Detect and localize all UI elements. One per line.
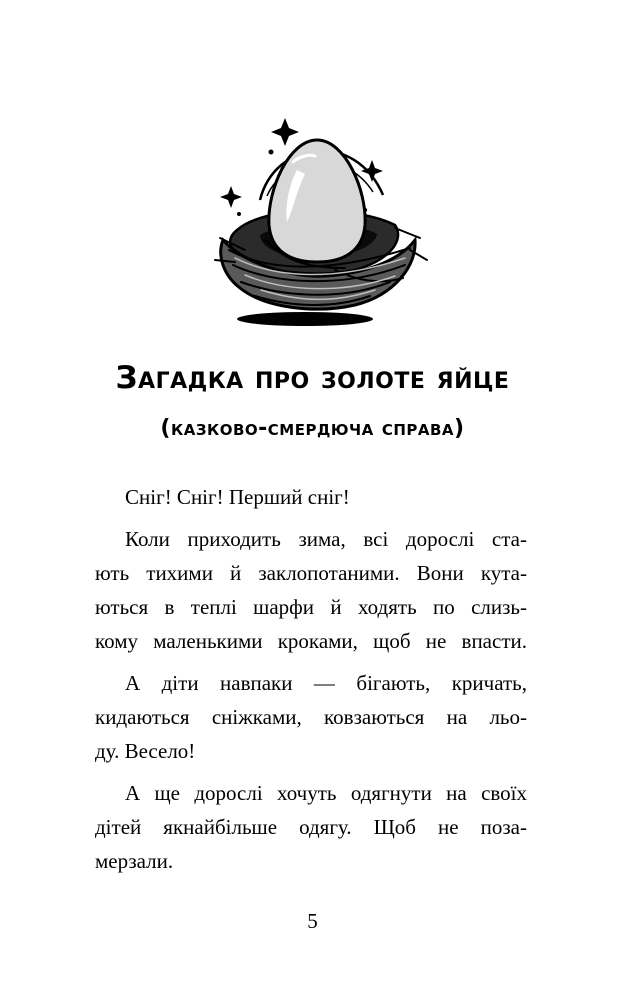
text-line: А діти навпаки — бігають, кричать,	[125, 671, 527, 695]
shadow-ellipse	[237, 312, 373, 326]
body-text	[95, 480, 527, 886]
chapter-subtitle: (казково-смердюча справа)	[160, 416, 465, 441]
text-line: мерзали.	[95, 849, 174, 873]
paragraph	[95, 666, 527, 768]
text-line: ду. Весело!	[95, 739, 196, 763]
egg-in-nest-icon	[205, 100, 430, 335]
text-line: дітей якнайбільше одягу. Щоб не поза-	[95, 815, 527, 839]
text-line: кидаються сніжками, ковзаються на льо-	[95, 705, 527, 729]
text-line: А ще дорослі хочуть одягнути на своїх	[125, 781, 527, 805]
text-line: Сніг! Сніг! Перший сніг!	[125, 485, 350, 509]
paragraph	[95, 522, 527, 658]
page-number: 5	[307, 909, 318, 933]
chapter-title: Загадка про золоте яйце	[115, 360, 510, 396]
text-line: ють тихими й заклопотаними. Вони кута-	[95, 561, 527, 585]
text-line: ються в теплі шарфи й ходять по слизь-	[95, 595, 527, 619]
paragraph	[95, 776, 527, 878]
paragraph	[95, 480, 527, 514]
text-line: Коли приходить зима, всі дорослі ста-	[125, 527, 527, 551]
text-line: кому маленькими кроками, щоб не впасти.	[95, 629, 527, 653]
